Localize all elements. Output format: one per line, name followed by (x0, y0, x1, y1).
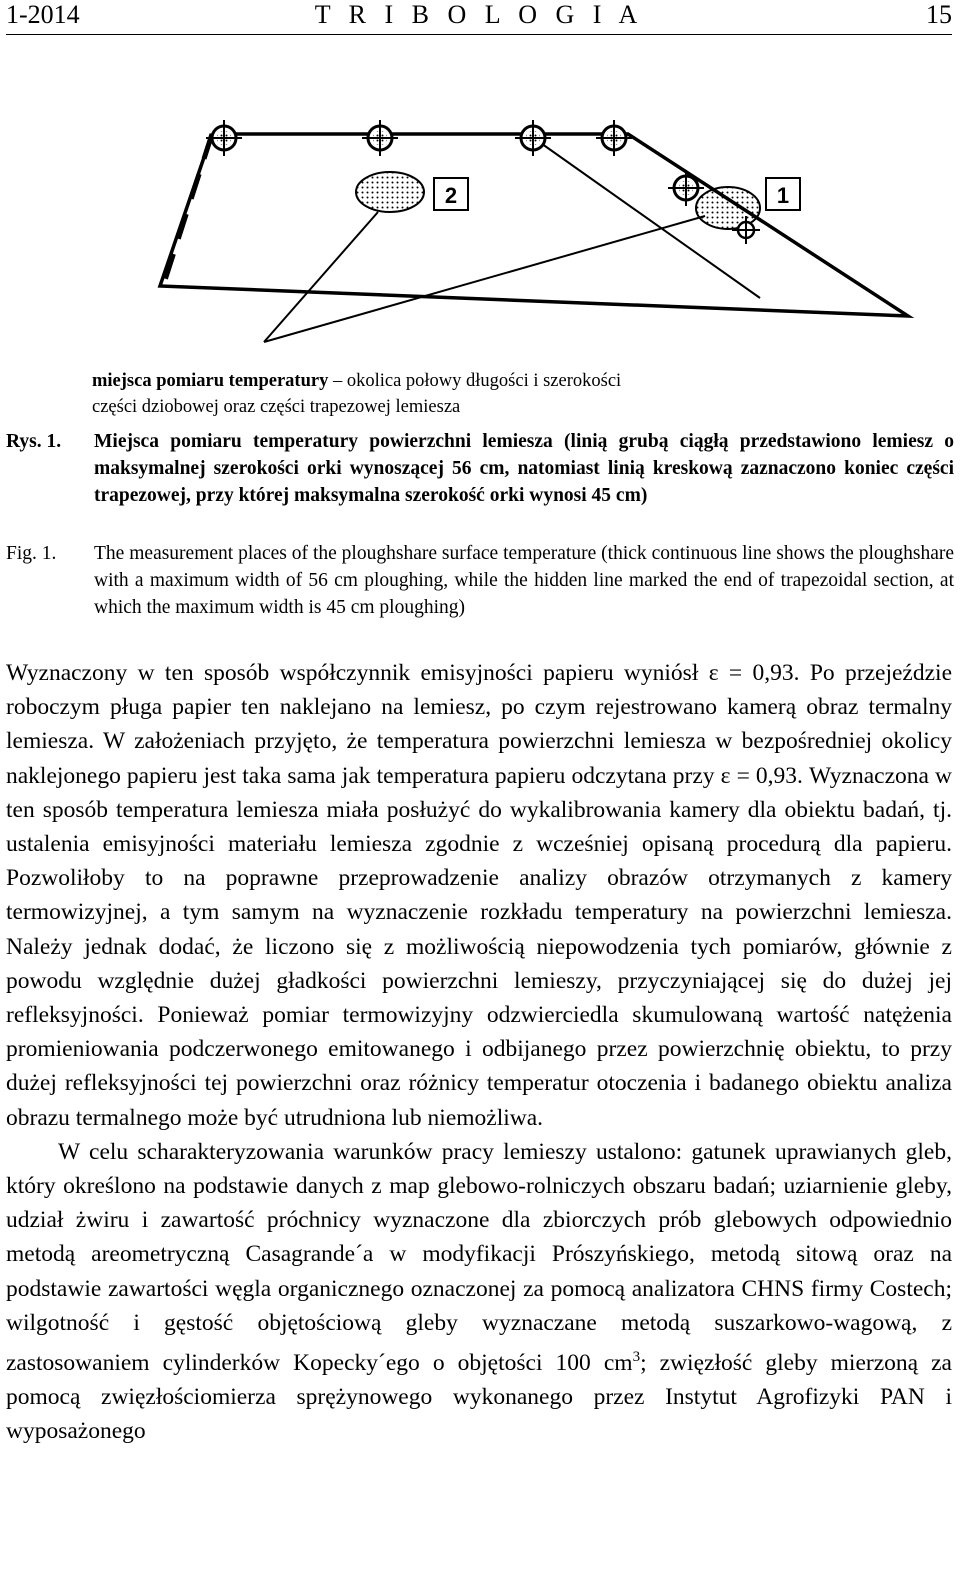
paragraph-2-part-1: W celu scharakteryzowania warunków pracy lemieszy ustalono: gatunek uprawianych gleb, który określono na podstawie danych z map glebowo-rolniczych obszaru badań; uziarnienie gleby, udział żwiru i zawartość próchnicy wyznaczone dla zbiorczych prób glebowych odpowiednio metodą areometryczną Casagrande´a w modyfikacji Prószyńskiego, metodą sitową oraz na podstawie zawartości węgla organicznego oznaczonej za pomocą analizatora CHNS firmy Costech; wilgotność i gęstość objętościową gleby wyznaczane metodą suszarkowo-wagową, z zastosowaniem cylinderków Kopecky´ego o objętości 100 cm (6, 1138, 952, 1376)
body-text (6, 656, 952, 1449)
bolt-marker (362, 120, 398, 156)
caption-text-en: The measurement places of the ploughshare surface temperature (thick continuous line shows the ploughshare with a maximum width of 56 cm ploughing, while the hidden line marked the end of trapezoidal section, at which the maximum width is 45 cm ploughing) (94, 543, 954, 618)
journal-title: T R I B O L O G I A (314, 0, 644, 29)
caption-text-pl: Miejsca pomiaru temperatury powierzchni lemiesza (linią grubą ciągłą przedstawiono lemiesz o maksymalnej szerokości orki wynoszącej 56 cm, natomiast linią kreskową zaznaczono koniec części trapezowej, przy której maksymalna szerokość orki wynosi 45 cm) (94, 431, 954, 506)
caption-label-pl: Rys. 1. (6, 431, 62, 452)
page-number: 15 (926, 0, 952, 29)
bolt-marker (515, 120, 551, 156)
leader-line-right (264, 216, 705, 342)
paragraph-2 (6, 1135, 952, 1449)
bolt-marker (206, 120, 242, 156)
caption-label-en: Fig. 1. (6, 543, 57, 564)
paragraph-2-part-2: ; zwięzłość gleby mierzoną za pomocą zwięzłościomierza sprężynowego wykonanego przez Instytut Agrofizyki PAN i wyposażonego (6, 1349, 952, 1445)
ploughshare-outline (160, 134, 908, 316)
legend-bold: miejsca pomiaru temperatury (92, 371, 329, 391)
figure-caption-en (6, 540, 954, 621)
leader-line-left (264, 212, 378, 342)
label-1: 1 (776, 183, 790, 208)
ploughshare-figure (0, 40, 960, 370)
bolt-marker (596, 120, 632, 156)
legend-rest: – okolica połowy długości i szerokości (328, 371, 622, 391)
measurement-area-ellipse-2 (356, 172, 424, 212)
running-header (6, 0, 952, 35)
legend-line2: części dziobowej oraz części trapezowej lemiesza (92, 397, 461, 417)
superscript-3: 3 (632, 1349, 641, 1366)
label-2: 2 (444, 183, 458, 208)
paragraph-1: Wyznaczony w ten sposób współczynnik emisyjności papieru wyniósł ε = 0,93. Po przejeździe roboczym pługa papier ten naklejano na lemiesz, po czym rejestrowano kamerą obraz termalny lemiesza. W założeniach przyjęto, że temperatura powierzchni lemiesza w bezpośredniej okolicy naklejonego papieru jest taka sama jak temperatura papieru odczytana przy ε = 0,93. Wyznaczona w ten sposób temperatura lemiesza miała posłużyć do wykalibrowania kamery dla obiektu badań, tj. ustalenia emisyjności materiału lemiesza zgodnie z wcześniej opisaną procedurą dla papieru. Pozwoliłoby to na poprawne przeprowadzenie analizy obrazów otrzymanych z kamery termowizyjnej, a tym samym na wyznaczenie rozkładu temperatury na powierzchni lemiesza. Należy jednak dodać, że liczono się z możliwością niepowodzenia tych pomiarów, głównie z powodu względnie dużej gładkości powierzchni lemieszy, przyczyniającej się do dużej jej refleksyjności. Ponieważ pomiar termowizyjny odzwierciedla skumulowaną wartość natężenia promieniowania podczerwonego emitowanego i odbijanego przez powierzchnię obiektu, to przy dużej refleksyjności tej powierzchni oraz różnicy temperatur otoczenia i badanego obiektu analiza obrazu termalnego może być utrudniona lub niemożliwa. (6, 660, 952, 1131)
figure-caption-pl (6, 428, 954, 509)
issue-number: 1-2014 (6, 0, 80, 29)
figure-legend-note (92, 368, 792, 420)
